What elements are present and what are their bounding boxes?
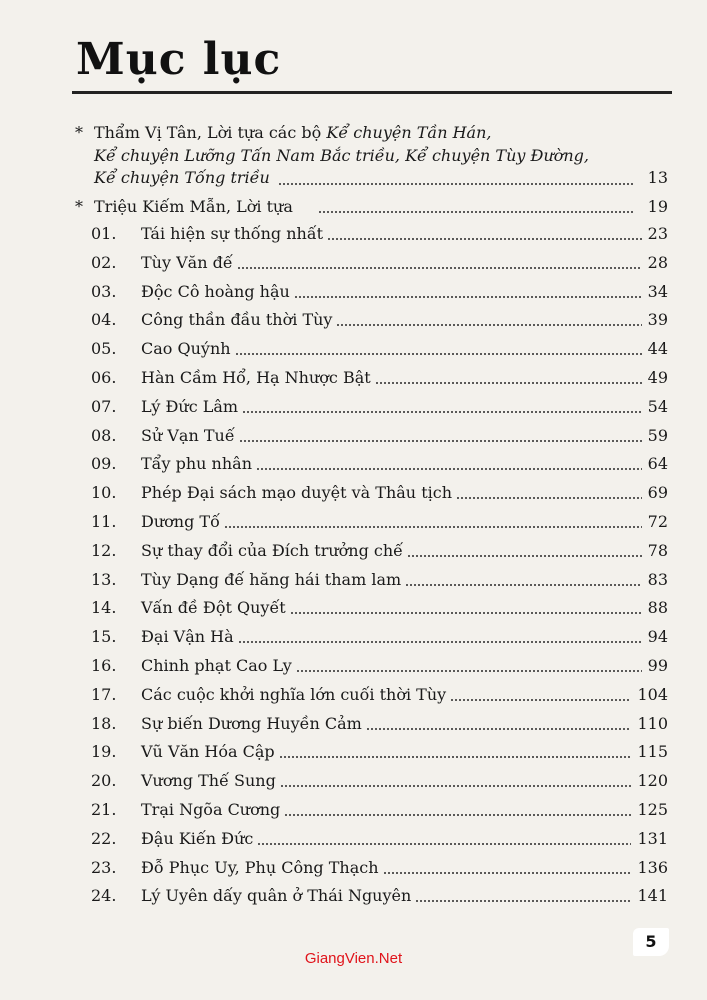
chapter-title: Đậu Kiến Đức	[141, 828, 254, 848]
dot-leader	[279, 756, 632, 758]
chapter-number: 06.	[91, 368, 117, 387]
bullet-star: *	[75, 123, 83, 142]
chapter-number: 22.	[91, 828, 117, 848]
chapter-number: 05.	[91, 339, 117, 359]
chapter-title: Các cuộc khởi nghĩa lớn cuối thời Tùy	[141, 684, 447, 704]
chapter-number: 03.	[91, 281, 117, 301]
chapter-title: Chinh phạt Cao Ly	[141, 656, 292, 675]
toc-page-number: 72	[647, 512, 668, 531]
chapter-number: 08.	[91, 425, 117, 445]
dot-leader	[239, 440, 642, 442]
title-rule	[72, 91, 672, 94]
dot-leader	[242, 411, 642, 413]
chapter-number: 17.	[91, 684, 117, 704]
dot-leader	[336, 324, 641, 326]
chapter-title: Vương Thế Sung	[141, 771, 276, 791]
chapter-number: 02.	[91, 252, 117, 272]
dot-leader	[256, 468, 642, 470]
chapter-title: Dương Tố	[141, 512, 220, 531]
chapter-number: 16.	[91, 656, 117, 675]
dot-leader	[294, 296, 642, 298]
chapter-title: Vấn đề Đột Quyết	[141, 598, 286, 618]
chapter-number: 19.	[91, 742, 117, 762]
chapter-title: Sử Vạn Tuế	[141, 425, 235, 445]
toc-page-number: 99	[647, 656, 668, 675]
chapter-title: Độc Cô hoàng hậu	[141, 281, 290, 301]
toc-page-number: 28	[647, 252, 668, 272]
dot-leader	[327, 238, 642, 240]
toc-entry-line	[94, 122, 491, 143]
chapter-number: 12.	[91, 540, 117, 560]
chapter-number: 01.	[91, 224, 117, 243]
chapter-title: Lý Uyên dấy quân ở Thái Nguyên	[141, 886, 412, 906]
toc-page-number: 49	[647, 368, 668, 387]
toc-page-number: 59	[647, 425, 668, 445]
toc-entry-line: Kể chuyện Tống triều	[94, 168, 270, 187]
toc-page-number: 39	[647, 310, 668, 330]
chapter-title: Tẩy phu nhân	[141, 454, 252, 474]
toc-page-number: 136	[637, 857, 668, 877]
dot-leader	[296, 670, 642, 672]
chapter-title: Hàn Cầm Hổ, Hạ Nhược Bật	[141, 368, 371, 387]
toc-page-number: 120	[637, 771, 668, 791]
toc-page-number: 44	[647, 339, 668, 359]
chapter-number: 04.	[91, 310, 117, 330]
dot-leader	[280, 785, 632, 787]
chapter-number: 09.	[91, 454, 117, 474]
dot-leader	[290, 612, 642, 614]
toc-page-number: 13	[647, 168, 668, 187]
chapter-title: Đỗ Phục Uy, Phụ Công Thạch	[141, 857, 379, 877]
page-number-badge: 5	[633, 928, 669, 956]
chapter-title: Trại Ngõa Cương	[141, 800, 281, 819]
chapter-title: Tùy Dạng đế hăng hái tham lam	[141, 569, 402, 589]
dot-leader	[375, 382, 642, 384]
chapter-title: Công thần đầu thời Tùy	[141, 310, 333, 330]
dot-leader	[224, 526, 642, 528]
chapter-title: Vũ Văn Hóa Cập	[141, 742, 275, 762]
toc-entry-line: Kể chuyện Lưỡng Tấn Nam Bắc triều, Kể chuyện Tùy Đường,	[94, 146, 590, 165]
chapter-number: 13.	[91, 569, 117, 589]
chapter-number: 21.	[91, 800, 117, 819]
toc-page-number: 125	[637, 800, 668, 819]
chapter-title: Sự thay đổi của Đích trưởng chế	[141, 540, 404, 560]
dot-leader	[238, 641, 642, 643]
toc-page-number: 69	[647, 483, 668, 503]
toc-page-number: 64	[647, 454, 668, 474]
chapter-number: 15.	[91, 627, 117, 647]
chapter-title: Sự biến Dương Huyền Cảm	[141, 713, 362, 733]
chapter-title: Phép Đại sách mạo duyệt và Thâu tịch	[141, 483, 453, 503]
dot-leader	[257, 843, 631, 845]
chapter-number: 11.	[91, 512, 117, 531]
chapter-number: 14.	[91, 598, 117, 618]
dot-leader	[415, 900, 631, 902]
chapter-number: 20.	[91, 771, 117, 791]
dot-leader	[235, 353, 642, 355]
dot-leader	[383, 872, 632, 874]
toc-page-number: 78	[647, 540, 668, 560]
chapter-title: Đại Vận Hà	[141, 627, 234, 647]
toc-page-number: 104	[637, 684, 668, 704]
toc-page-number: 34	[647, 281, 668, 301]
dot-leader	[407, 555, 642, 557]
dot-leader	[318, 211, 634, 213]
toc-entry-text: Triệu Kiếm Mẫn, Lời tựa	[94, 197, 293, 216]
chapter-number: 24.	[91, 886, 117, 906]
chapter-title: Cao Quýnh	[141, 339, 231, 359]
toc-page-number: 141	[637, 886, 668, 906]
toc-page-number: 110	[637, 713, 668, 733]
toc-entry-italic: Kể chuyện Tần Hán,	[326, 123, 492, 142]
toc-entry-text: Thẩm Vị Tân, Lời tựa các bộ	[94, 123, 327, 142]
dot-leader	[450, 699, 631, 701]
toc-page-number: 54	[647, 396, 668, 416]
toc-page-number: 19	[647, 197, 668, 216]
chapter-number: 18.	[91, 713, 117, 733]
chapter-number: 23.	[91, 857, 117, 877]
dot-leader	[366, 728, 632, 730]
chapter-number: 07.	[91, 396, 117, 416]
toc-page-number: 115	[637, 742, 668, 762]
dot-leader	[456, 497, 642, 499]
watermark: GiangVien.Net	[304, 950, 403, 967]
chapter-title: Tùy Văn đế	[141, 252, 233, 272]
chapter-title: Tái hiện sự thống nhất	[141, 224, 324, 243]
toc-page-number: 131	[637, 828, 668, 848]
dot-leader	[237, 267, 642, 269]
toc-page-number: 88	[647, 598, 668, 618]
page-title: Mục lục	[76, 34, 282, 85]
chapter-number: 10.	[91, 483, 117, 503]
dot-leader	[405, 584, 641, 586]
toc-page-number: 94	[647, 627, 668, 647]
chapter-title: Lý Đức Lâm	[141, 396, 239, 416]
bullet-star: *	[75, 197, 83, 216]
toc-page-number: 83	[647, 569, 668, 589]
dot-leader	[278, 183, 634, 185]
dot-leader	[284, 814, 631, 816]
toc-page-number: 23	[647, 224, 668, 243]
